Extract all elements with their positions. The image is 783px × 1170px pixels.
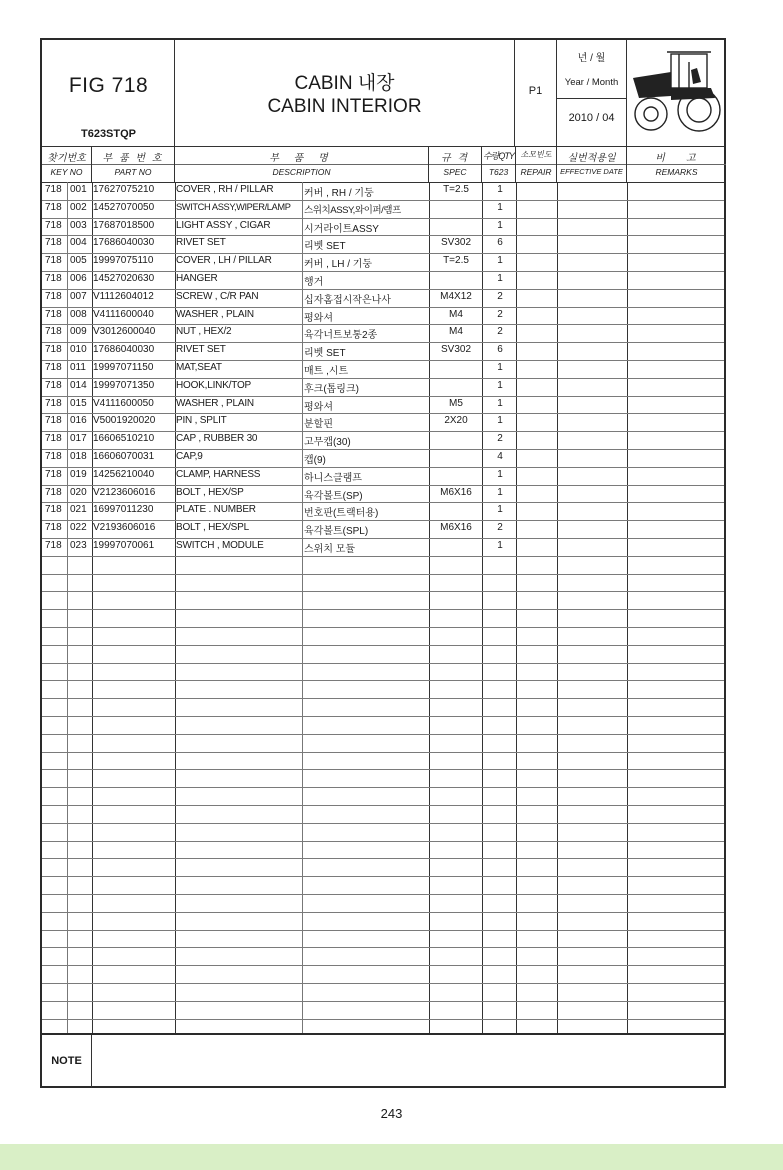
- spec-english: SPEC: [443, 167, 467, 177]
- grid-line-h: [42, 876, 724, 877]
- fig-cell: 718: [45, 219, 62, 231]
- header-mid-line: [482, 164, 515, 165]
- korean-name-cell: 리벳 SET: [304, 348, 346, 360]
- part-no-cell: V1112604012: [93, 290, 154, 302]
- table-row: [42, 200, 724, 218]
- title-cell: [175, 40, 515, 146]
- key-cell: 001: [70, 184, 87, 195]
- description-english: DESCRIPTION: [272, 167, 331, 177]
- bottom-band: [0, 1144, 783, 1170]
- spec-cell: SV302: [440, 237, 472, 249]
- header-mid-line: [627, 164, 726, 165]
- description-korean: 부 품 명: [269, 153, 334, 164]
- part-no-cell: V3012600040: [93, 326, 156, 338]
- fig-cell: 718: [45, 486, 62, 498]
- qty-cell: 1: [497, 379, 503, 391]
- qty-cell: 1: [497, 273, 503, 284]
- part-no-cell: V4111600040: [93, 308, 154, 320]
- korean-name-cell: 매트 ,시트: [304, 366, 349, 377]
- table-row: [42, 253, 724, 271]
- part-no-cell: V2123606016: [93, 486, 156, 498]
- description-cell: HOOK,LINK/TOP: [176, 379, 252, 391]
- qty-cell: 1: [497, 255, 503, 267]
- qty-cell: 1: [497, 201, 503, 213]
- korean-name-cell: 평와셔: [304, 312, 333, 324]
- grid-line-h: [42, 841, 724, 842]
- qty-cell: 6: [497, 237, 503, 249]
- korean-name-cell: 육각너트보통2종: [304, 330, 378, 342]
- fig-cell: 718: [45, 201, 62, 213]
- part-no-cell: V5001920020: [93, 415, 156, 427]
- grid-line-h: [42, 645, 724, 646]
- spec-cell: M5: [449, 397, 463, 409]
- key-cell: 022: [70, 522, 87, 534]
- spec-cell: M4: [449, 308, 463, 320]
- fig-cell: 718: [45, 433, 62, 445]
- grid-line-h: [42, 591, 724, 592]
- key-no-korean: 찾기번호: [47, 153, 86, 164]
- header-mid-line: [42, 164, 91, 165]
- fig-cell: 718: [45, 308, 62, 320]
- fig-cell: 718: [45, 415, 62, 427]
- description-cell: RIVET SET: [176, 237, 226, 249]
- key-cell: 011: [70, 362, 86, 373]
- part-no-cell: 14527070050: [93, 201, 155, 213]
- key-cell: 021: [70, 504, 87, 516]
- grid-line-h: [42, 965, 724, 966]
- korean-name-cell: 커버 , RH / 기둥: [304, 188, 374, 199]
- spec-cell: M6X16: [440, 522, 472, 534]
- description-cell: PIN , SPLIT: [176, 415, 227, 427]
- grid-line-h: [42, 947, 724, 948]
- fig-cell: 718: [45, 344, 62, 356]
- qty-cell: 1: [497, 468, 503, 480]
- qty-english: T623: [488, 167, 509, 177]
- qty-korean: 수량QTY: [483, 151, 514, 161]
- description-cell: SWITCH , MODULE: [176, 540, 264, 551]
- description-cell: HANGER: [176, 273, 218, 284]
- note-label-cell: [42, 1035, 92, 1088]
- qty-cell: 1: [497, 415, 503, 427]
- key-cell: 003: [70, 219, 87, 231]
- description-cell: PLATE . NUMBER: [176, 504, 256, 516]
- korean-name-cell: 육각볼트(SP): [304, 490, 363, 502]
- table-row: [42, 324, 724, 342]
- spec-cell: M6X16: [440, 486, 472, 498]
- header-mid-line: [516, 164, 556, 165]
- part-no-header: [92, 146, 175, 182]
- description-cell: BOLT , HEX/SPL: [176, 522, 249, 534]
- description-cell: COVER , LH / PILLAR: [176, 255, 272, 267]
- grid-line-h: [42, 627, 724, 628]
- key-cell: 005: [70, 255, 87, 267]
- qty-cell: 6: [497, 344, 503, 356]
- fig-cell: 718: [45, 273, 62, 284]
- key-cell: 007: [70, 290, 87, 302]
- spec-korean: 규 격: [440, 153, 470, 164]
- note-area: [42, 1033, 724, 1088]
- korean-name-cell: 하니스클램프: [304, 472, 362, 484]
- date-value: 2010 / 04: [568, 112, 615, 124]
- spec-cell: SV302: [440, 344, 472, 356]
- korean-name-cell: 스위치 모듈: [304, 544, 356, 555]
- part-no-cell: 17687018500: [93, 219, 155, 231]
- part-no-cell: 19997075110: [93, 255, 154, 267]
- key-cell: 017: [70, 433, 87, 445]
- description-cell: BOLT , HEX/SP: [176, 486, 244, 498]
- grid-line-h: [42, 1001, 724, 1002]
- korean-name-cell: 십자홈접시작은나사: [304, 294, 391, 306]
- part-no-english: PART NO: [114, 167, 152, 177]
- description-header: [175, 146, 429, 182]
- description-cell: RIVET SET: [176, 344, 226, 356]
- table-row: [42, 289, 724, 307]
- qty-cell: 1: [497, 362, 503, 373]
- key-no-english: KEY NO: [50, 167, 83, 177]
- part-no-cell: 17627075210: [93, 184, 155, 195]
- qty-cell: 1: [497, 540, 503, 551]
- table-row: [42, 520, 724, 538]
- part-no-cell: 16997011230: [93, 504, 154, 516]
- table-row: [42, 538, 724, 556]
- part-no-cell: 19997070061: [93, 540, 155, 551]
- key-cell: 008: [70, 308, 87, 320]
- figure-cell: [42, 40, 175, 146]
- fig-cell: 718: [45, 326, 62, 338]
- korean-name-cell: 시거라이트ASSY: [304, 223, 379, 235]
- qty-cell: 1: [497, 184, 503, 195]
- date-divider: [557, 98, 626, 99]
- description-cell: SCREW , C/R PAN: [176, 290, 259, 302]
- grid-line-h: [42, 930, 724, 931]
- spec-cell: M4: [449, 326, 463, 338]
- description-cell: WASHER , PLAIN: [176, 308, 254, 320]
- fig-cell: 718: [45, 255, 62, 267]
- grid-line-h: [42, 805, 724, 806]
- description-cell: CLAMP, HARNESS: [176, 468, 261, 480]
- model-code: T623STQP: [80, 128, 137, 140]
- key-cell: 023: [70, 540, 87, 551]
- description-cell: CAP,9: [176, 451, 203, 462]
- grid-line-h: [42, 787, 724, 788]
- header-mid-line: [175, 164, 428, 165]
- korean-name-cell: 캡(9): [304, 455, 326, 466]
- grid-line-h: [42, 556, 724, 557]
- description-cell: WASHER , PLAIN: [176, 397, 254, 409]
- fig-cell: 718: [45, 362, 62, 373]
- remarks-korean: 비 고: [655, 153, 698, 164]
- key-cell: 018: [70, 451, 87, 462]
- header-mid-line: [92, 164, 174, 165]
- image-cell: [627, 40, 726, 146]
- effective-date-english: EFFECTIVE DATE: [560, 167, 623, 176]
- qty-cell: 1: [497, 486, 503, 498]
- table-row: [42, 235, 724, 253]
- year-month-english: Year / Month: [564, 77, 619, 88]
- note-label: NOTE: [51, 1055, 82, 1067]
- grid-line-h: [42, 858, 724, 859]
- key-cell: 006: [70, 273, 87, 284]
- key-cell: 010: [70, 344, 87, 356]
- grid-line-h: [42, 698, 724, 699]
- qty-cell: 2: [497, 433, 503, 445]
- table-row: [42, 378, 724, 396]
- table-row: [42, 449, 724, 467]
- grid-line-h: [42, 680, 724, 681]
- tractor-icon: [631, 48, 723, 134]
- qty-cell: 1: [497, 504, 503, 516]
- description-cell: MAT,SEAT: [176, 362, 222, 373]
- title-korean: CABIN 내장: [294, 73, 395, 94]
- grid-line-h: [42, 609, 724, 610]
- korean-name-cell: 행거: [304, 277, 324, 288]
- spec-cell: T=2.5: [443, 255, 469, 267]
- description-cell: LIGHT ASSY , CIGAR: [176, 219, 271, 231]
- korean-name-cell: 커버 , LH / 기둥: [304, 259, 373, 271]
- catalog-frame: [40, 38, 726, 1088]
- fig-cell: 718: [45, 540, 62, 551]
- key-cell: 015: [70, 397, 87, 409]
- part-no-cell: 14256210040: [93, 468, 155, 480]
- key-no-header: [42, 146, 92, 182]
- repair-korean: 소모빈도: [520, 150, 552, 159]
- fig-cell: 718: [45, 397, 62, 409]
- korean-name-cell: 고무캡(30): [304, 437, 351, 449]
- table-row: [42, 413, 724, 431]
- fig-cell: 718: [45, 522, 62, 534]
- title-english: CABIN INTERIOR: [267, 96, 422, 117]
- grid-line-h: [42, 734, 724, 735]
- fig-cell: 718: [45, 290, 62, 302]
- year-month-korean: 년 / 월: [577, 53, 606, 64]
- fig-cell: 718: [45, 468, 62, 480]
- korean-name-cell: 육각볼트(SPL): [304, 526, 369, 538]
- korean-name-cell: 리벳 SET: [304, 241, 346, 253]
- part-no-korean: 부 품 번 호: [102, 153, 164, 164]
- table-row: [42, 360, 724, 378]
- fig-cell: 718: [45, 504, 62, 516]
- korean-name-cell: 스위치ASSY,와이퍼/램프: [304, 204, 401, 216]
- spec-cell: M4X12: [440, 290, 472, 302]
- part-no-cell: 14527020630: [93, 273, 155, 284]
- spec-cell: T=2.5: [443, 184, 469, 195]
- qty-cell: 1: [497, 219, 503, 231]
- description-cell: SWITCH ASSY,WIPER/LAMP: [176, 201, 291, 212]
- fig-cell: 718: [45, 237, 62, 249]
- page-number: 243: [380, 1106, 403, 1121]
- part-no-cell: 16606070031: [93, 451, 155, 462]
- qty-cell: 2: [497, 326, 503, 338]
- repair-header: [516, 146, 557, 182]
- table-row: [42, 396, 724, 414]
- repair-english: REPAIR: [520, 167, 552, 177]
- page-ref-cell: [515, 40, 557, 146]
- table-row: [42, 485, 724, 503]
- grid-line-h: [42, 769, 724, 770]
- date-cell: [557, 40, 627, 146]
- qty-cell: 2: [497, 522, 503, 534]
- table-row: [42, 502, 724, 520]
- description-cell: NUT , HEX/2: [176, 326, 232, 338]
- korean-name-cell: 분할핀: [304, 419, 333, 431]
- korean-name-cell: 평와셔: [304, 401, 333, 413]
- table-row: [42, 431, 724, 449]
- header-mid-line: [557, 164, 626, 165]
- grid-line-h: [42, 912, 724, 913]
- page-ref: P1: [528, 85, 543, 97]
- table-row: [42, 467, 724, 485]
- qty-cell: 4: [497, 451, 503, 462]
- description-cell: CAP , RUBBER 30: [176, 433, 258, 445]
- korean-name-cell: 후크(톱링크): [304, 383, 359, 395]
- header-mid-line: [429, 164, 481, 165]
- part-no-cell: V2193606016: [93, 522, 156, 534]
- description-cell: COVER , RH / PILLAR: [176, 184, 274, 195]
- key-cell: 016: [70, 415, 87, 427]
- korean-name-cell: 번호판(트랙터용): [304, 508, 379, 520]
- table-row: [42, 307, 724, 325]
- key-cell: 002: [70, 201, 87, 213]
- table-row: [42, 182, 724, 200]
- fig-cell: 718: [45, 379, 62, 391]
- spec-header: [429, 146, 482, 182]
- spec-cell: 2X20: [444, 415, 468, 427]
- grid-line-h: [42, 1019, 724, 1020]
- grid-line-h: [42, 752, 724, 753]
- key-cell: 004: [70, 237, 87, 249]
- effective-date-korean: 실번적용일: [567, 153, 616, 164]
- part-no-cell: 19997071150: [93, 362, 154, 373]
- grid-line-h: [42, 716, 724, 717]
- qty-cell: 2: [497, 308, 503, 320]
- grid-line-h: [42, 983, 724, 984]
- qty-cell: 1: [497, 397, 503, 409]
- part-no-cell: 16606510210: [93, 433, 155, 445]
- qty-header: [482, 146, 516, 182]
- remarks-header: [627, 146, 726, 182]
- grid-line-h: [42, 663, 724, 664]
- table-row: [42, 342, 724, 360]
- grid-line-h: [42, 574, 724, 575]
- fig-cell: 718: [45, 451, 62, 462]
- part-no-cell: 17686040030: [93, 237, 155, 249]
- table-row: [42, 218, 724, 236]
- grid-line-h: [42, 894, 724, 895]
- part-no-cell: 19997071350: [93, 379, 155, 391]
- qty-cell: 2: [497, 290, 503, 302]
- key-cell: 009: [70, 326, 87, 338]
- table-row: [42, 271, 724, 289]
- remarks-english: REMARKS: [655, 167, 698, 177]
- part-no-cell: 17686040030: [93, 344, 155, 356]
- key-cell: 014: [70, 379, 87, 391]
- part-no-cell: V4111600050: [93, 397, 154, 409]
- key-cell: 019: [70, 468, 87, 480]
- fig-cell: 718: [45, 184, 62, 195]
- grid-line-h: [42, 823, 724, 824]
- key-cell: 020: [70, 486, 87, 498]
- effective-date-header: [557, 146, 627, 182]
- figure-label: FIG 718: [68, 74, 149, 97]
